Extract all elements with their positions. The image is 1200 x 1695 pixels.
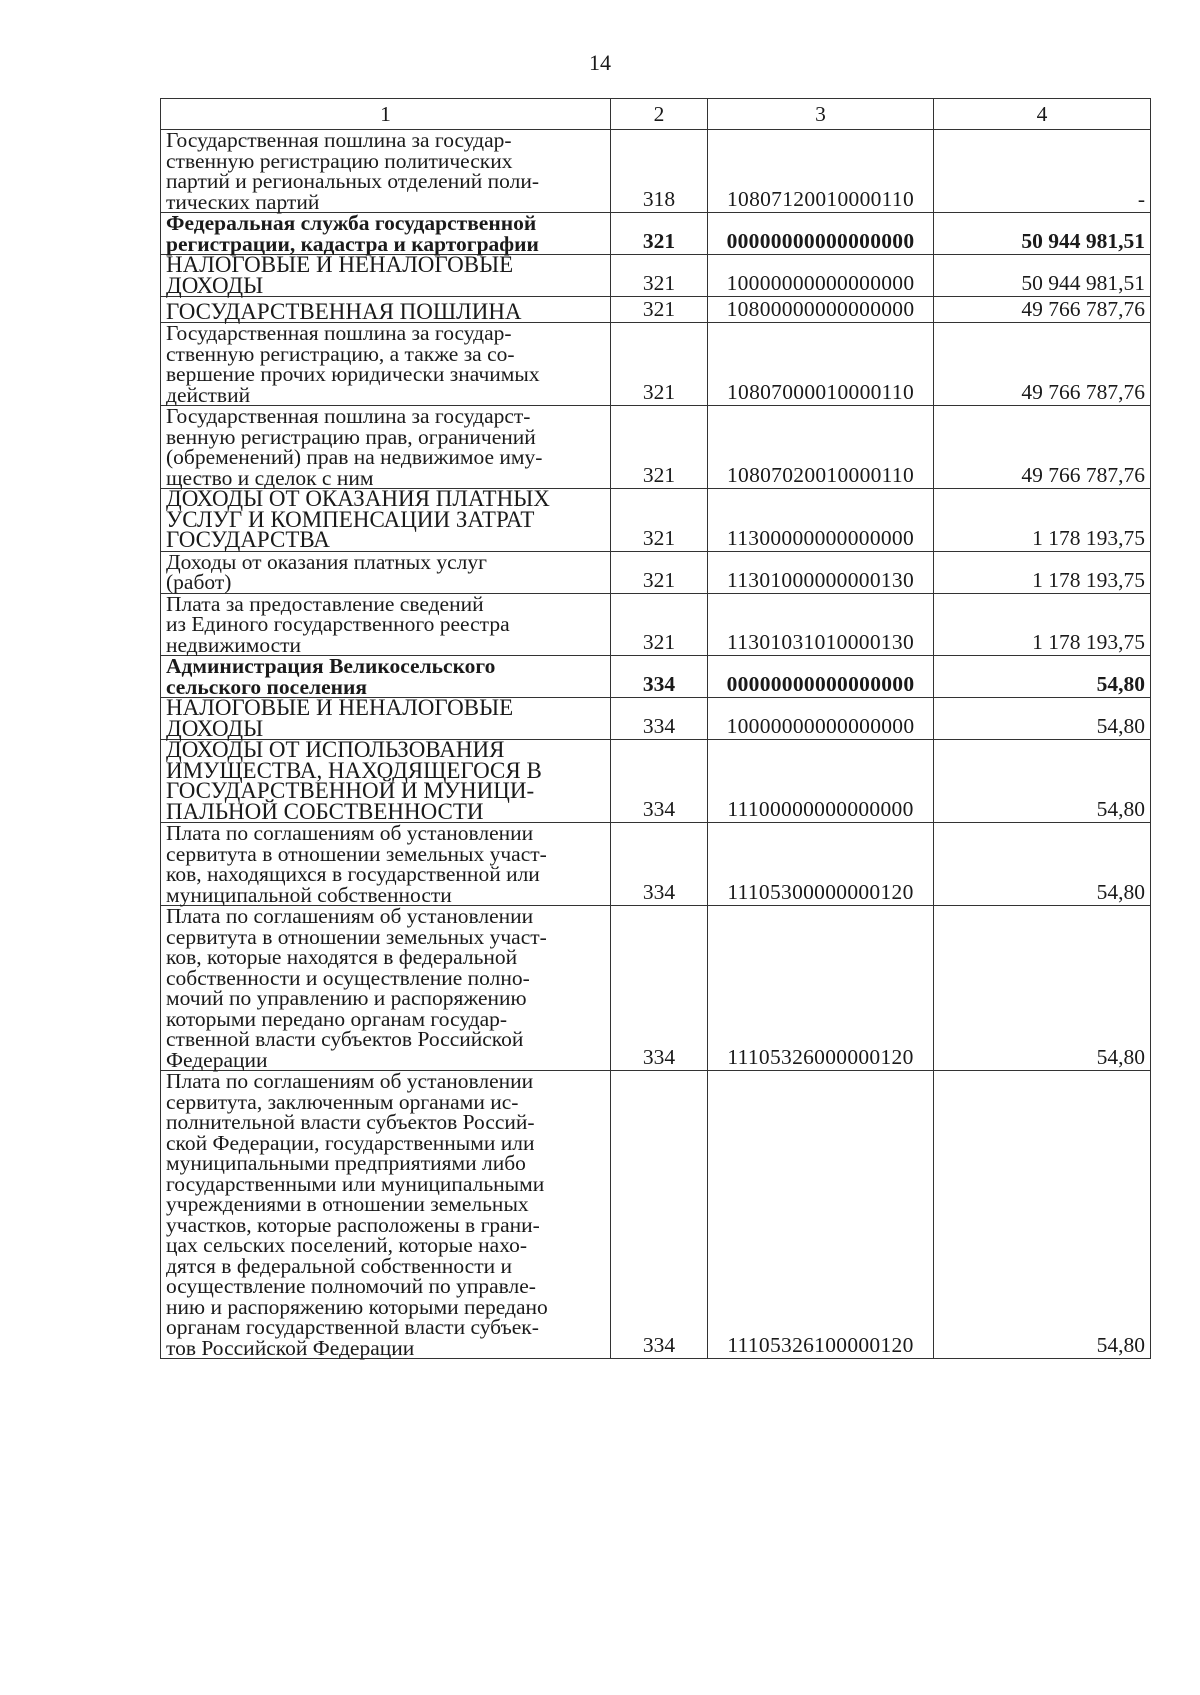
cell-amount: 54,80 [934, 906, 1151, 1071]
page-number: 14 [589, 50, 611, 75]
cell-name: Администрация Великосельского сельского поселения [161, 656, 611, 698]
cell-revenue-code: 11301000000000130 [708, 551, 934, 593]
cell-revenue-code: 11105326000000120 [708, 906, 934, 1071]
column-header-amount: 4 [934, 99, 1151, 130]
column-header-name: 1 [161, 99, 611, 130]
cell-amount: 54,80 [934, 656, 1151, 698]
table-header-row [161, 99, 1151, 130]
cell-name: Плата по соглашениям об установлении сервитута, заключенным органами ис- полнительной власти субъектов Россий- ской Федерации, государственными или муниципальными предприятиями либо государственными или муниципальными учреждениями в отношении земельных участков, которые расположены в грани- цах сельских поселений, которые нахо- дятся в федеральной собственности и осуществление полномочий по управле- нию и распоряжению которыми передано органам государственной власти субъек- тов Российской Федерации [161, 1071, 611, 1359]
cell-admin-code: 321 [611, 489, 708, 552]
cell-amount: 50 944 981,51 [934, 255, 1151, 297]
table-row [161, 489, 1151, 552]
cell-name: Плата за предоставление сведений из Единого государственного реестра недвижимости [161, 593, 611, 656]
cell-admin-code: 334 [611, 1071, 708, 1359]
cell-revenue-code: 10000000000000000 [708, 255, 934, 297]
cell-amount: 50 944 981,51 [934, 213, 1151, 255]
cell-revenue-code: 11100000000000000 [708, 740, 934, 823]
table-row [161, 551, 1151, 593]
cell-revenue-code: 10807120010000110 [708, 130, 934, 213]
table-row [161, 297, 1151, 323]
cell-name: Государственная пошлина за государ- ственную регистрацию политических партий и региональных отделений поли- тических партий [161, 130, 611, 213]
cell-revenue-code: 10000000000000000 [708, 698, 934, 740]
cell-name: НАЛОГОВЫЕ И НЕНАЛОГОВЫЕ ДОХОДЫ [161, 698, 611, 740]
column-header-code: 3 [708, 99, 934, 130]
cell-admin-code: 334 [611, 906, 708, 1071]
cell-amount: 49 766 787,76 [934, 297, 1151, 323]
cell-amount: 1 178 193,75 [934, 551, 1151, 593]
table-row [161, 323, 1151, 406]
table-row [161, 823, 1151, 906]
cell-revenue-code: 11300000000000000 [708, 489, 934, 552]
cell-admin-code: 321 [611, 551, 708, 593]
cell-admin-code: 321 [611, 255, 708, 297]
table-row [161, 656, 1151, 698]
cell-revenue-code: 00000000000000000 [708, 656, 934, 698]
cell-admin-code: 334 [611, 740, 708, 823]
cell-name: Государственная пошлина за государ- ственную регистрацию, а также за со- вершение прочих юридически значимых действий [161, 323, 611, 406]
cell-admin-code: 321 [611, 406, 708, 489]
cell-amount: 1 178 193,75 [934, 593, 1151, 656]
cell-name: Государственная пошлина за государст- венную регистрацию прав, ограничений (обременений) прав на недвижимое иму- щество и сделок с ним [161, 406, 611, 489]
cell-admin-code: 321 [611, 323, 708, 406]
table-row [161, 906, 1151, 1071]
cell-amount: 1 178 193,75 [934, 489, 1151, 552]
table-row [161, 740, 1151, 823]
cell-admin-code: 321 [611, 593, 708, 656]
cell-name: Федеральная служба государственной регистрации, кадастра и картографии [161, 213, 611, 255]
revenue-table [160, 98, 1151, 1359]
cell-revenue-code: 10800000000000000 [708, 297, 934, 323]
table-row [161, 593, 1151, 656]
cell-revenue-code: 11301031010000130 [708, 593, 934, 656]
cell-amount: 49 766 787,76 [934, 406, 1151, 489]
cell-admin-code: 334 [611, 656, 708, 698]
table-row [161, 213, 1151, 255]
cell-amount: 54,80 [934, 1071, 1151, 1359]
cell-name: ДОХОДЫ ОТ ОКАЗАНИЯ ПЛАТНЫХ УСЛУГ И КОМПЕНСАЦИИ ЗАТРАТ ГОСУДАРСТВА [161, 489, 611, 552]
table-row [161, 130, 1151, 213]
cell-revenue-code: 10807000010000110 [708, 323, 934, 406]
cell-name: ДОХОДЫ ОТ ИСПОЛЬЗОВАНИЯ ИМУЩЕСТВА, НАХОДЯЩЕГОСЯ В ГОСУДАРСТВЕННОЙ И МУНИЦИ- ПАЛЬНОЙ СОБСТВЕННОСТИ [161, 740, 611, 823]
cell-amount: 49 766 787,76 [934, 323, 1151, 406]
cell-revenue-code: 11105326100000120 [708, 1071, 934, 1359]
cell-admin-code: 334 [611, 698, 708, 740]
cell-name: ГОСУДАРСТВЕННАЯ ПОШЛИНА [161, 297, 611, 323]
cell-admin-code: 334 [611, 823, 708, 906]
cell-name: Доходы от оказания платных услуг (работ) [161, 551, 611, 593]
cell-amount: 54,80 [934, 740, 1151, 823]
table-row [161, 255, 1151, 297]
cell-amount: 54,80 [934, 823, 1151, 906]
cell-name: Плата по соглашениям об установлении сервитута в отношении земельных участ- ков, которые находятся в федеральной собственности и осуществление полно- мочий по управлению и распоряжению которыми передано органам государ- ственной власти субъектов Российской Федерации [161, 906, 611, 1071]
table-body [161, 130, 1151, 1359]
cell-name: Плата по соглашениям об установлении сервитута в отношении земельных участ- ков, находящихся в государственной или муниципальной собственности [161, 823, 611, 906]
cell-revenue-code: 11105300000000120 [708, 823, 934, 906]
table-row [161, 1071, 1151, 1359]
table-row [161, 698, 1151, 740]
cell-amount: 54,80 [934, 698, 1151, 740]
cell-revenue-code: 10807020010000110 [708, 406, 934, 489]
table-row [161, 406, 1151, 489]
cell-revenue-code: 00000000000000000 [708, 213, 934, 255]
cell-admin-code: 318 [611, 130, 708, 213]
column-header-admin: 2 [611, 99, 708, 130]
cell-admin-code: 321 [611, 297, 708, 323]
cell-amount: - [934, 130, 1151, 213]
cell-admin-code: 321 [611, 213, 708, 255]
cell-name: НАЛОГОВЫЕ И НЕНАЛОГОВЫЕ ДОХОДЫ [161, 255, 611, 297]
